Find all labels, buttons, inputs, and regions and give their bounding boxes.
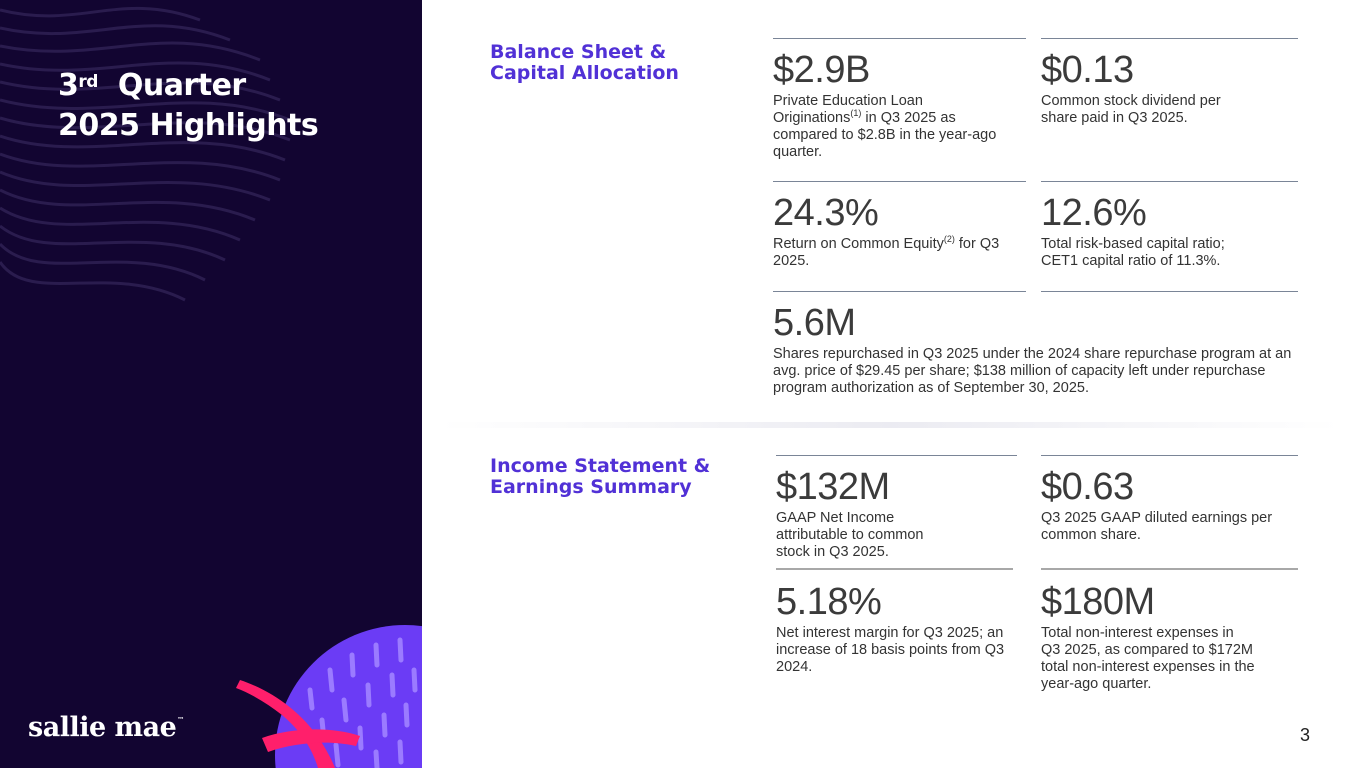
balance-sheet-label-line-2: Capital Allocation <box>490 62 679 84</box>
logo-trademark: ™ <box>177 715 184 724</box>
stat-divider <box>1041 291 1298 292</box>
title-ordinal-suffix: rd <box>78 72 98 92</box>
income-statement-label-line-1: Income Statement & <box>490 455 711 477</box>
stat-value: $0.63 <box>1041 466 1134 508</box>
title-line-1-rest: Quarter <box>117 68 246 103</box>
stat-value: 5.6M <box>773 302 856 344</box>
stat-description-text: Return on Common Equity <box>773 236 944 252</box>
stat-divider <box>776 455 1017 456</box>
income-statement-section-label <box>490 456 710 498</box>
income-statement-label-line-2: Earnings Summary <box>490 476 692 498</box>
stat-loan-originations <box>773 50 1013 161</box>
stat-value: $180M <box>1041 581 1155 623</box>
stat-divider <box>776 568 1013 570</box>
stat-divider <box>773 38 1026 39</box>
stat-value: 5.18% <box>776 581 882 623</box>
logo-text: sallie mae <box>28 712 177 743</box>
stat-dividend <box>1041 50 1281 127</box>
stat-value: 24.3% <box>773 192 879 234</box>
stat-share-repurchase <box>773 303 1303 397</box>
stat-description: Total risk-based capital ratio; CET1 capital ratio of 11.3%. <box>1041 236 1225 269</box>
stat-return-on-equity <box>773 193 1013 270</box>
footnote-marker: (2) <box>943 234 955 245</box>
stat-non-interest-expenses <box>1041 582 1281 693</box>
stat-description: Shares repurchased in Q3 2025 under the 2024 share repurchase program at an avg. price of $29.45 per share; $138 million of capacity left under repurchase program authorization as of September 30, 2025. <box>773 346 1292 396</box>
stat-description: Total non-interest expenses in Q3 2025, as compared to $172M total non-interest expenses in the year-ago quarter. <box>1041 625 1255 692</box>
stat-diluted-eps <box>1041 467 1281 544</box>
stat-divider <box>1041 38 1298 39</box>
title-line-2: 2025 Highlights <box>58 108 319 143</box>
stat-value: 12.6% <box>1041 192 1147 234</box>
page-number: 3 <box>1300 725 1311 745</box>
balance-sheet-label-line-1: Balance Sheet & <box>490 41 667 63</box>
stat-description: GAAP Net Income attributable to common stock in Q3 2025. <box>776 510 924 560</box>
stat-value: $2.9B <box>773 49 870 91</box>
stat-capital-ratio <box>1041 193 1281 270</box>
slide-title <box>58 66 318 146</box>
stat-value: $132M <box>776 466 890 508</box>
stat-description <box>773 236 1013 270</box>
title-ordinal-number: 3 <box>58 68 79 103</box>
balance-sheet-section-label <box>490 42 679 84</box>
stat-divider <box>1041 181 1298 182</box>
stat-net-interest-margin <box>776 582 1016 676</box>
stat-description: Q3 2025 GAAP diluted earnings per common share. <box>1041 510 1273 543</box>
sallie-mae-logo <box>28 712 184 743</box>
stat-description-text: in Q3 2025 as compared to $2.8B in the year-ago quarter. <box>773 110 997 160</box>
footnote-marker: (1) <box>850 108 862 119</box>
title-line-1 <box>58 66 318 106</box>
section-divider <box>440 422 1340 428</box>
stat-net-income <box>776 467 976 561</box>
left-panel <box>0 0 422 768</box>
stat-divider <box>773 181 1026 182</box>
stat-value: $0.13 <box>1041 49 1134 91</box>
stat-description-text: Private Education Loan Originations <box>773 93 923 126</box>
stat-description: Net interest margin for Q3 2025; an increase of 18 basis points from Q3 2024. <box>776 625 1005 675</box>
stat-divider <box>1041 455 1298 456</box>
stat-description <box>773 93 1013 161</box>
stat-description-text: for Q3 2025. <box>773 236 1000 269</box>
stat-divider <box>1041 568 1298 570</box>
stat-divider <box>773 291 1026 292</box>
stat-description: Common stock dividend per share paid in Q3 2025. <box>1041 93 1221 126</box>
